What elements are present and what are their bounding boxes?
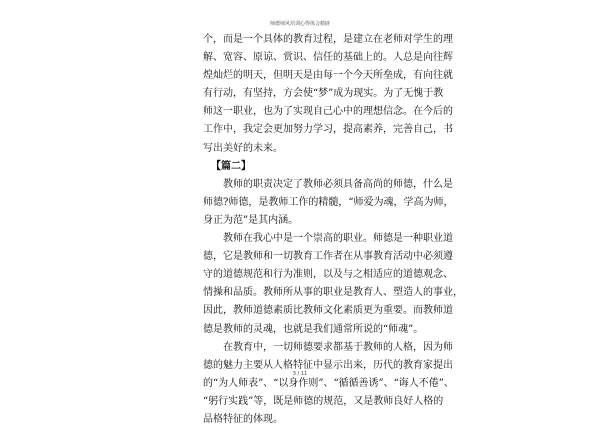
paragraph	[203, 31, 453, 158]
text-line: 德是教师的灵魂，也就是我们通常所说的“师魂”。	[203, 323, 424, 335]
text-line: 师德?师德，是教师工作的精髓，“师爱为魂，学高为师，	[203, 196, 454, 208]
text-line: 有行动，有坚持，方会使“梦”成为现实。为了无愧于教	[203, 88, 444, 100]
text-line: “躬行实践”等，既是师德的规范，又是教师良好人格的	[203, 395, 444, 407]
text-line: 的“为人师表”、“以身作则”、“循循善诱”、“诲人不倦”、	[203, 377, 454, 389]
paragraph	[203, 176, 454, 230]
text-line: 教师的职责决定了教师必须具备高尚的师德，什么是	[223, 178, 453, 190]
page-number: 3 / 11	[292, 371, 308, 377]
text-line: 工作中，我定会更加努力学习，提高素养，完善自己，书	[203, 124, 453, 136]
text-line: 品格特征的体现。	[203, 413, 283, 425]
text-line: 因此，教师道德素质比教师文化素质更为重要。而教师道	[203, 305, 453, 317]
text-line: 德的魅力主要从人格特征中显示出来，历代的教育家提出	[203, 359, 453, 371]
document-body	[203, 31, 463, 429]
text-line: 情操和品质。教师所从事的职业是教育人、塑造人的事业，	[203, 287, 463, 299]
text-line: 煌灿烂的明天，但明天是由每一个今天所垒成，有向往就	[203, 70, 453, 82]
page-header: 师德师风培训心得体会精辟	[269, 21, 330, 27]
text-line: 守的道德规范和行为准则，以及与之相适应的道德观念、	[203, 269, 453, 281]
paragraph	[203, 339, 454, 429]
text-line: 解、宽容、原谅、赏识、信任的基础上的。人总是向往辉	[203, 52, 453, 64]
text-line: 教师在我心中是一个崇高的职业。师德是一种职业道	[223, 233, 453, 245]
text-line: 写出美好的未来。	[203, 142, 283, 154]
text-line: 个，而是一个具体的教育过程，是建立在老师对学生的理	[203, 34, 453, 45]
text-line: 在教育中，一切师德要求都基于教师的人格，因为师	[223, 341, 453, 353]
text-line: 德，它是教师和一切教育工作者在从事教育活动中必须遵	[203, 251, 453, 263]
text-line: 师这一职业，也为了实现自己心中的理想信念。在今后的	[203, 106, 453, 118]
section-heading: 【篇二】	[211, 160, 251, 172]
paragraph	[203, 230, 463, 339]
text-line: 身正为范”是其内涵。	[203, 214, 299, 226]
